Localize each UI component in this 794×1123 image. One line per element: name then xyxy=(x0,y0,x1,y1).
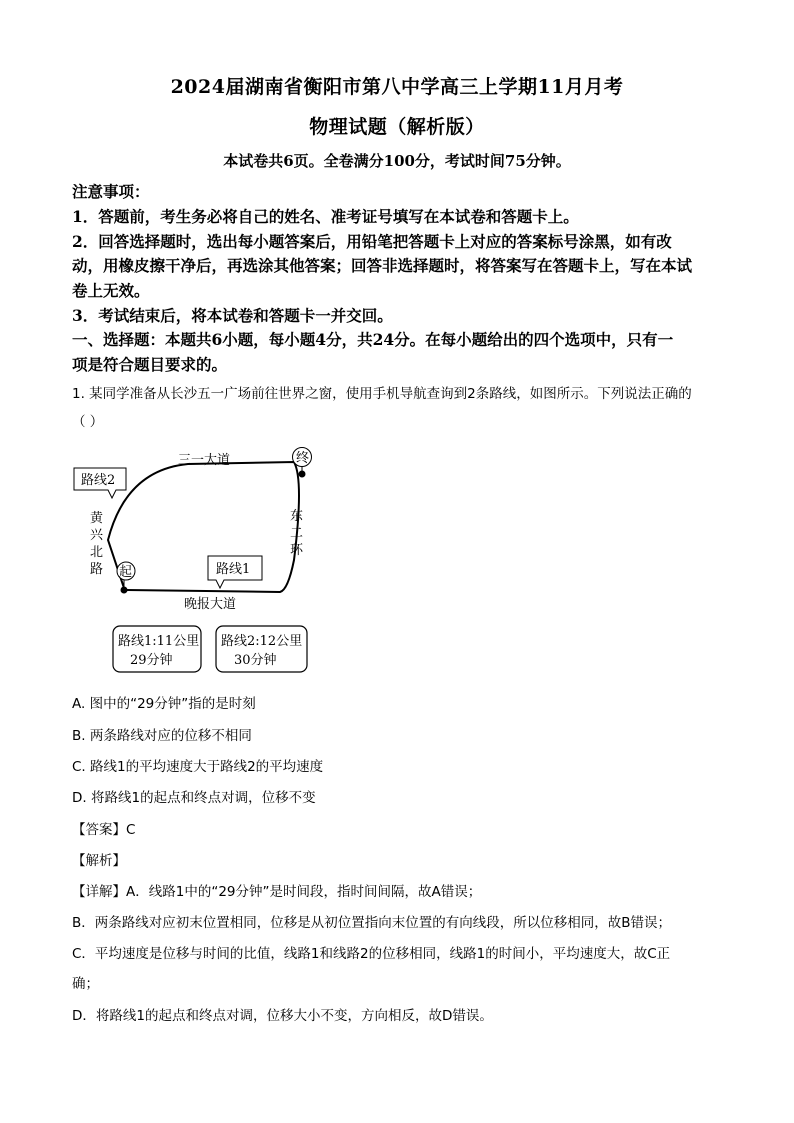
analysis-heading: 【解析】 xyxy=(72,853,126,869)
document-title: 2024届湖南省衡阳市第八中学高三上学期11月月考 xyxy=(170,76,624,98)
detail-line: C．平均速度是位移与时间的比值，线路1和线路2的位移相同，线路1的时间小，平均速度大，故C正 xyxy=(72,946,671,962)
start-point xyxy=(121,587,128,594)
question-stem: 1. 某同学准备从长沙五一广场前往世界之窗，使用手机导航查询到2条路线，如图所示。下列说法正确的 xyxy=(72,386,692,402)
section-heading-cont: 项是符合题目要求的。 xyxy=(72,355,228,374)
route1-info-time: 29分钟 xyxy=(130,653,173,668)
end-point xyxy=(299,471,306,478)
question-stem-bracket: （ ） xyxy=(72,414,104,430)
svg-text:环: 环 xyxy=(290,543,304,558)
start-label: 起 xyxy=(119,565,133,580)
road-name-bottom: 晚报大道 xyxy=(184,597,237,612)
route1-tag-label: 路线1 xyxy=(216,562,251,577)
svg-text:路: 路 xyxy=(90,562,104,577)
option-d: D. 将路线1的起点和终点对调，位移不变 xyxy=(72,790,316,806)
notes-heading: 注意事项： xyxy=(72,182,150,201)
detail-line: 确； xyxy=(72,976,99,992)
route2-tag-label: 路线2 xyxy=(81,473,116,488)
route1-info-distance: 路线1:11公里 xyxy=(118,634,200,649)
svg-text:二: 二 xyxy=(290,526,304,541)
exam-info: 本试卷共6页。全卷满分100分，考试时间75分钟。 xyxy=(223,152,571,170)
route-path xyxy=(108,462,299,592)
route2-info-distance: 路线2:12公里 xyxy=(221,634,303,649)
document-subtitle: 物理试题（解析版） xyxy=(309,116,485,138)
road-name-left: 黄 xyxy=(90,511,104,526)
note-line: 动，用橡皮擦干净后，再选涂其他答案；回答非选择题时，将答案写在答题卡上，写在本试 xyxy=(72,256,693,275)
route2-info-time: 30分钟 xyxy=(234,653,277,668)
road-name-right: 东 xyxy=(290,509,304,524)
route-map-figure xyxy=(68,440,328,680)
detail-line: D．将路线1的起点和终点对调，位移大小不变，方向相反，故D错误。 xyxy=(72,1008,493,1024)
section-heading: 一、选择题：本题共6小题，每小题4分，共24分。在每小题给出的四个选项中，只有一 xyxy=(72,330,674,349)
svg-text:兴: 兴 xyxy=(90,528,104,543)
note-line: 3．考试结束后，将本试卷和答题卡一并交回。 xyxy=(72,306,393,325)
note-line: 1．答题前，考生务必将自己的姓名、准考证号填写在本试卷和答题卡上。 xyxy=(72,207,579,226)
note-line: 卷上无效。 xyxy=(72,281,150,300)
answer: 【答案】C xyxy=(72,822,136,838)
end-label: 终 xyxy=(296,451,310,466)
note-line: 2．回答选择题时，选出每小题答案后，用铅笔把答题卡上对应的答案标号涂黑，如有改 xyxy=(72,232,672,251)
option-a: A. 图中的“29分钟”指的是时刻 xyxy=(72,696,256,712)
detail-line: B．两条路线对应初末位置相同，位移是从初位置指向末位置的有向线段，所以位移相同，故B错误； xyxy=(72,915,672,931)
road-name-top: 三一大道 xyxy=(178,453,231,468)
svg-text:北: 北 xyxy=(90,545,104,560)
option-c: C. 路线1的平均速度大于路线2的平均速度 xyxy=(72,759,324,775)
option-b: B. 两条路线对应的位移不相同 xyxy=(72,728,252,744)
detail-line: 【详解】A．线路1中的“29分钟”是时间段，指时间间隔，故A错误； xyxy=(72,884,482,900)
